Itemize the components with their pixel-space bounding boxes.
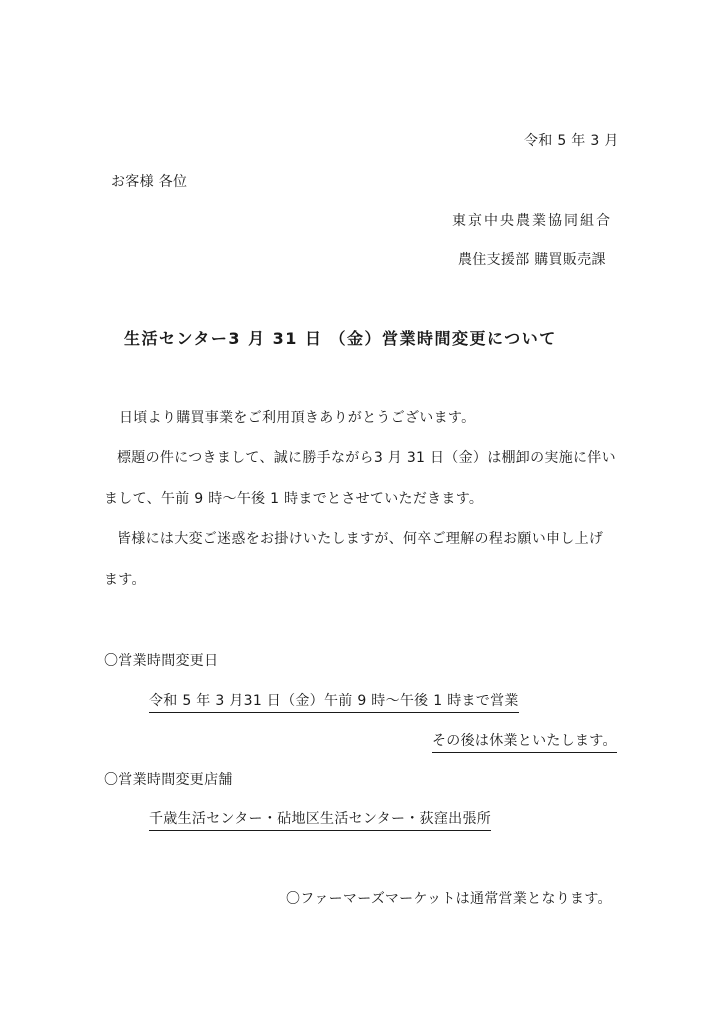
section-heading-stores: 〇営業時間変更店舗 — [104, 772, 233, 788]
body-line-5: ます。 — [104, 572, 146, 588]
affected-stores: 千歳生活センター・砧地区生活センター・荻窪出張所 — [149, 810, 491, 831]
organization-name: 東京中央農業協同組合 — [452, 213, 612, 229]
farmers-market-note: 〇ファーマーズマーケットは通常営業となります。 — [286, 891, 612, 907]
page-title: 生活センター3 月 31 日 （金）営業時間変更について — [124, 329, 557, 348]
change-date-detail: 令和 5 年 3 月31 日（金）午前 9 時〜午後 1 時まで営業 — [149, 692, 519, 713]
document-date: 令和 5 年 3 月 — [524, 133, 619, 149]
closure-note: その後は休業といたします。 — [432, 732, 617, 753]
recipient-line: お客様 各位 — [111, 174, 188, 190]
body-line-4: 皆様には大変ご迷惑をお掛けいたしますが、何卒ご理解の程お願い申し上げ — [117, 531, 604, 547]
body-line-2: 標題の件につきまして、誠に勝手ながら3 月 31 日（金）は棚卸の実施に伴い — [117, 450, 616, 466]
body-line-1: 日頃より購買事業をご利用頂きありがとうございます。 — [119, 410, 476, 426]
body-line-3: まして、午前 9 時〜午後 1 時までとさせていただきます。 — [104, 491, 484, 507]
section-heading-change-date: 〇営業時間変更日 — [104, 653, 219, 669]
department-name: 農住支援部 購買販売課 — [458, 252, 606, 268]
